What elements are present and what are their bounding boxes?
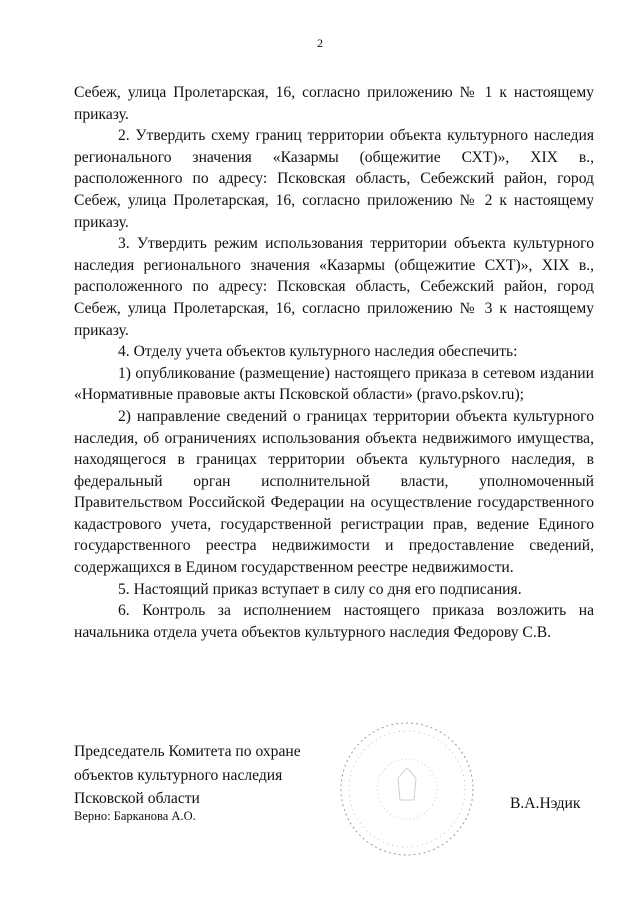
- signatory-position-line-3: Псковской области: [74, 790, 200, 807]
- page-number: 2: [317, 36, 323, 50]
- signatory-position-line-1: Председатель Комитета по охране: [74, 743, 301, 760]
- document-body: [74, 82, 594, 643]
- paragraph-item-2: 2. Утвердить схему границ территории объекта культурного наследия регионального значения «Казармы (общежитие СХТ)», XIX в., расположенного по адресу: Псковская область, Себежский район, город Себеж, улица Пролетарская, 16, согласно приложению № 2 к настоящему приказу.: [74, 127, 594, 231]
- paragraph-item-4-1: 1) опубликование (размещение) настоящего приказа в сетевом издании «Нормативные правовые акты Псковской области» (pravo.pskov.ru);: [74, 364, 594, 404]
- paragraph-continuation: Себеж, улица Пролетарская, 16, согласно приложению № 1 к настоящему приказу.: [74, 84, 594, 123]
- certified-copy-note: Верно: Барканова А.О.: [74, 809, 196, 823]
- paragraph-item-6: 6. Контроль за исполнением настоящего приказа возложить на начальника отдела учета объектов культурного наследия Федорову С.В.: [74, 602, 594, 641]
- paragraph-item-3: 3. Утвердить режим использования территории объекта культурного наследия регионального значения «Казармы (общежитие СХТ)», XIX в., расположенного по адресу: Псковская область, Себежский район, город Себеж, улица Пролетарская, 16, согласно приложению № 3 к настоящему приказу.: [74, 235, 594, 339]
- paragraph-item-5: 5. Настоящий приказ вступает в силу со дня его подписания.: [118, 580, 522, 598]
- paragraph-item-4: 4. Отделу учета объектов культурного наследия обеспечить:: [118, 343, 518, 361]
- signatory-name: В.А.Нэдик: [510, 795, 581, 812]
- signatory-position-line-2: объектов культурного наследия: [74, 766, 283, 784]
- paragraph-item-4-2: 2) направление сведений о границах территории объекта культурного наследия, об ограничениях использования объекта недвижимого имущества, находящегося в границах территории объекта культурного наследия, в федеральный орган исполнительной власти, уполномоченный Правительством Российской Федерации на осуществление государственного кадастрового учета, государственной регистрации прав, ведение Единого государственного реестра недвижимости и предоставление сведений, содержащихся в Едином государственном реестре недвижимости.: [74, 407, 594, 577]
